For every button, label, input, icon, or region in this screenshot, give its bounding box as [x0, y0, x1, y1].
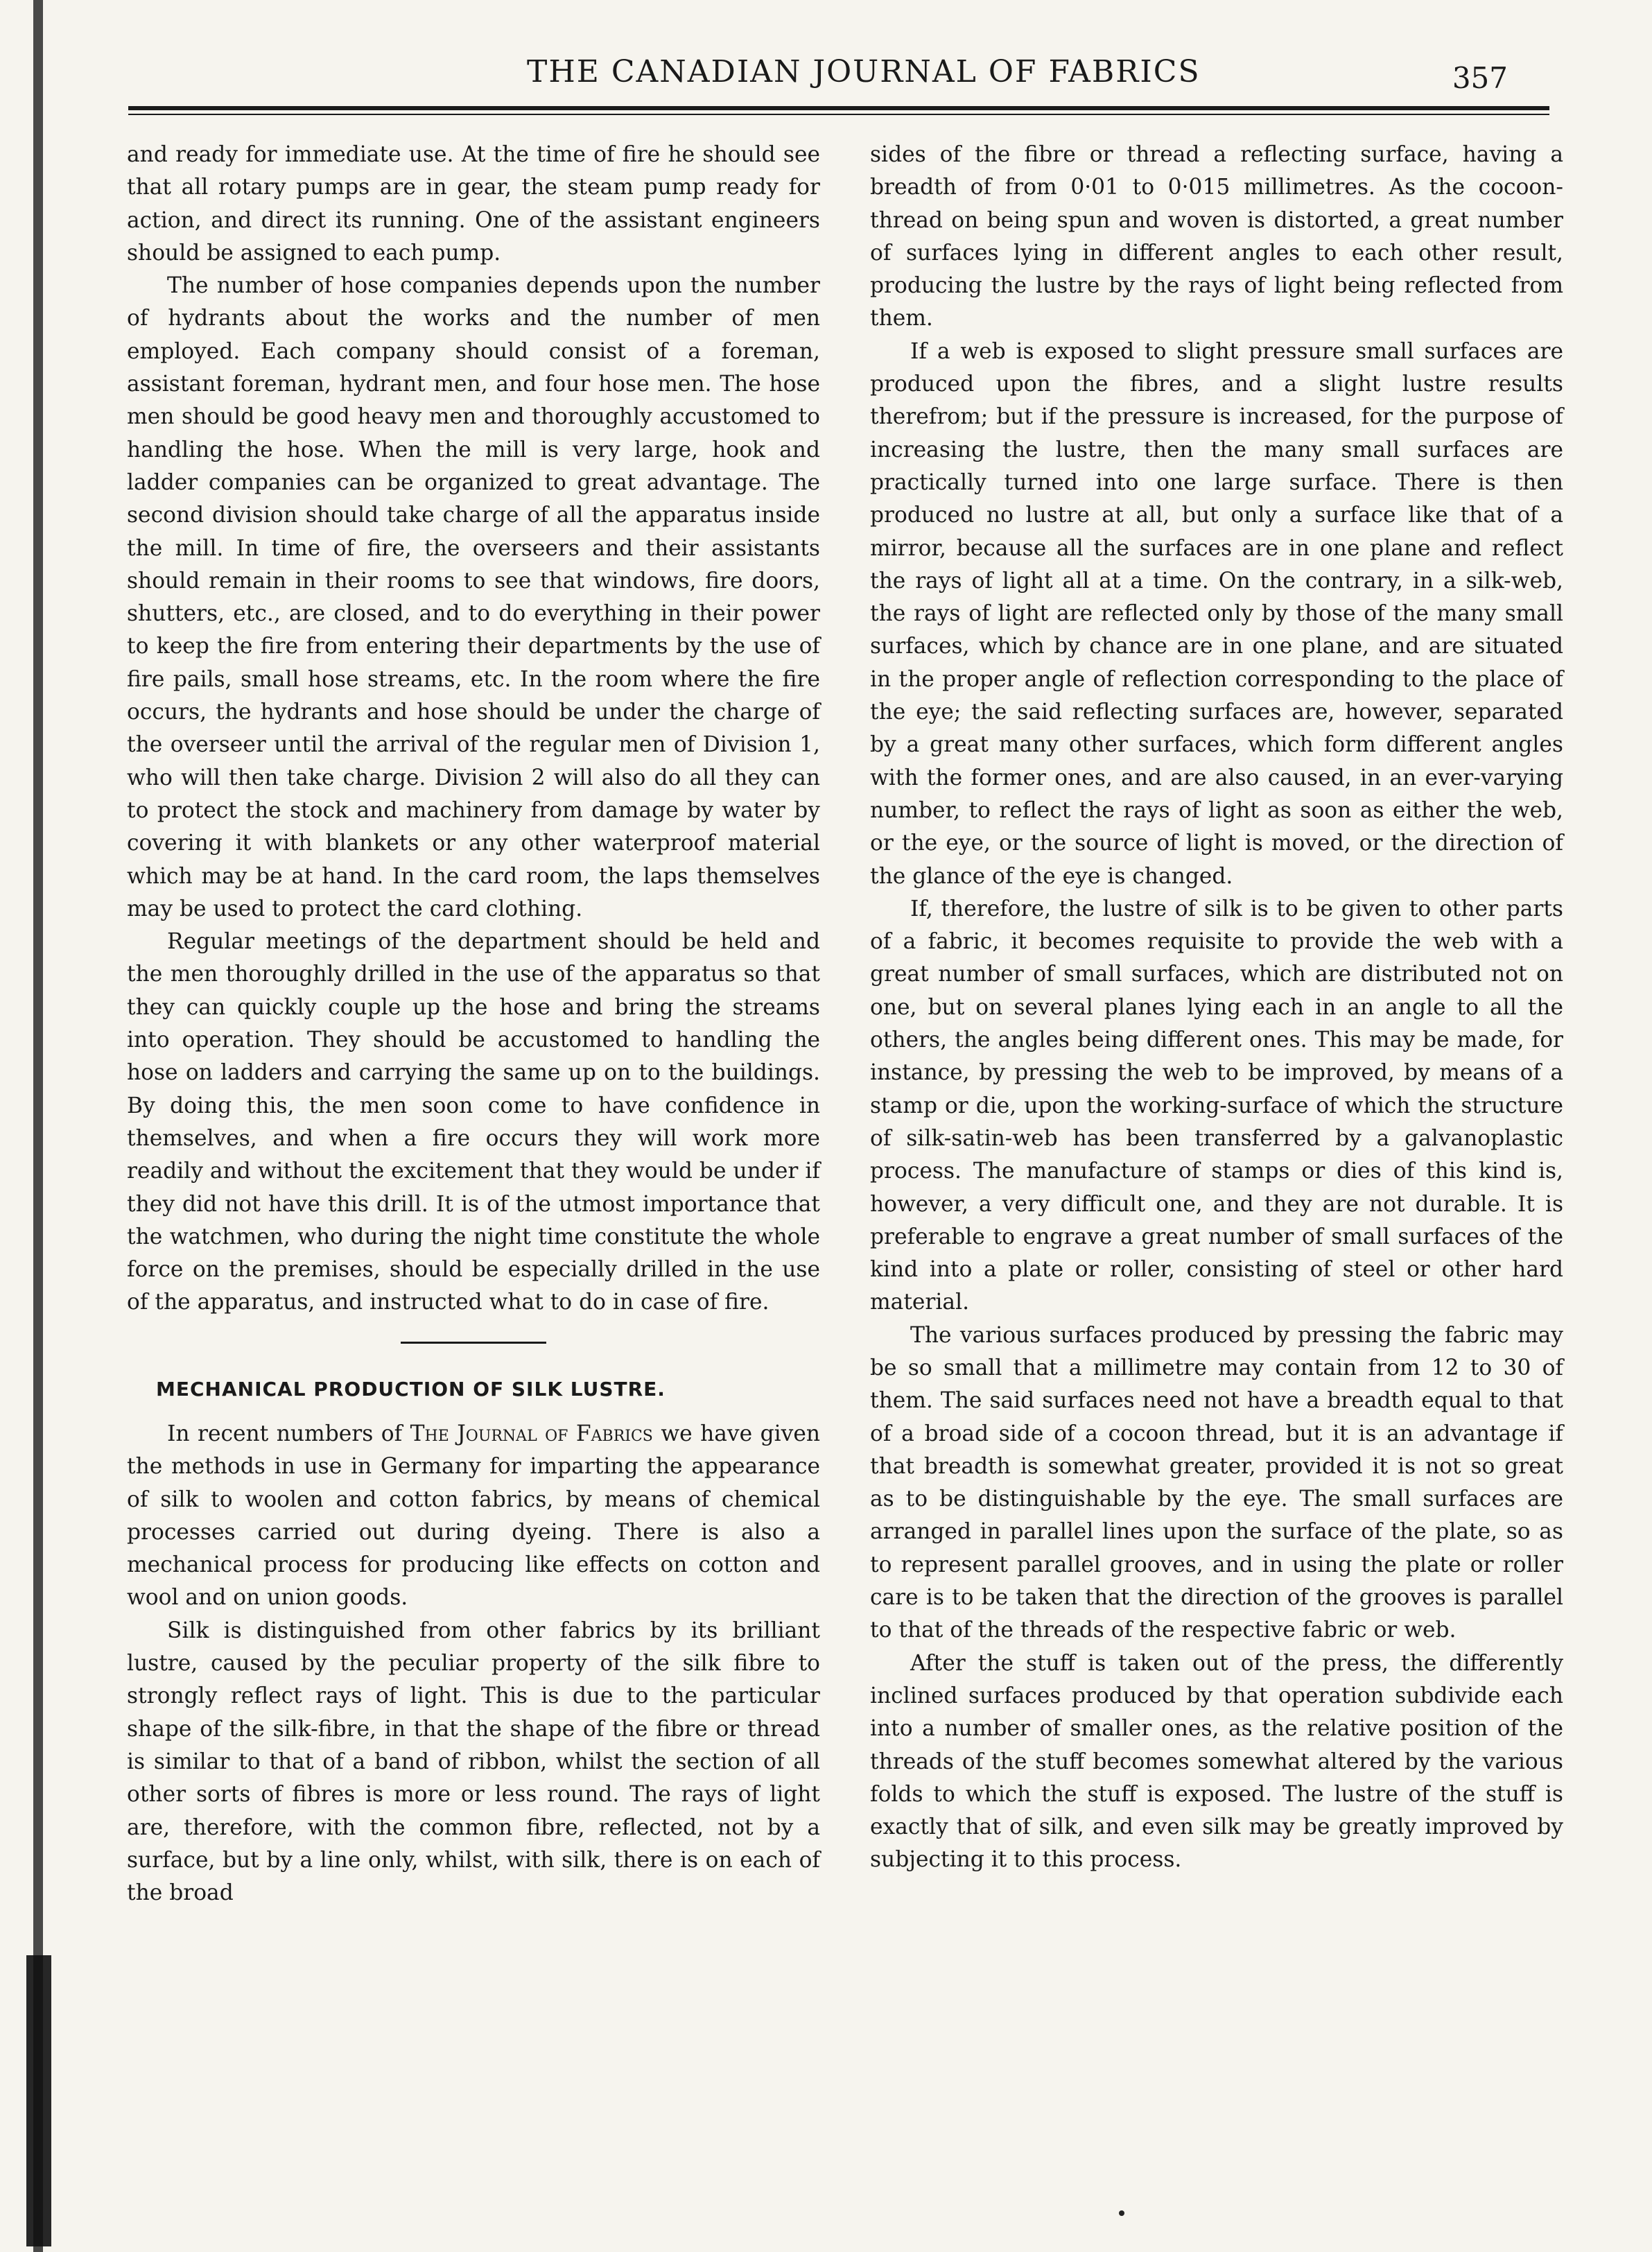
page-number: 357 — [1452, 61, 1508, 95]
right-column — [870, 139, 1563, 1877]
paragraph: Regular meetings of the department should be held and the men thoroughly drilled in the use of the apparatus so that they can quickly couple up the hose and bring the streams into operation. They should be accustomed to handling the hose on ladders and carrying the same up on to the buildings. By doing this, the men soon come to have confidence in themselves, and when a fire occurs they will work more readily and without the excitement that they would be under if they did not have this drill. It is of the utmost importance that the watchmen, who during the night time constitute the whole force on the premises, should be especially drilled in the use of the apparatus, and instructed what to do in case of fire. — [127, 929, 820, 1315]
section-divider — [401, 1342, 546, 1344]
binding-clip — [26, 1955, 51, 2246]
binding-edge — [33, 0, 43, 2252]
paragraph: If a web is exposed to slight pressure small surfaces are produced upon the fibres, and a slight lustre results therefrom; but if the pressure is increased, for the purpose of increasing the lustre, then the many small surfaces are practically turned into one large surface. There is then produced no lustre at all, but only a surface like that of a mirror, because all the surfaces are in one plane and reflect the rays of light all at a time. On the contrary, in a silk-web, the rays of light are reflected only by those of the many small surfaces, which by chance are in one plane, and are situated in the proper angle of reflection corresponding to the place of the eye; the said reflecting surfaces are, however, separated by a great many other surfaces, which form different angles with the former ones, and are also caused, in an ever-varying number, to reflect the rays of light as soon as either the web, or the eye, or the source of light is moved, or the direction of the glance of the eye is changed. — [870, 338, 1563, 889]
page-header — [121, 54, 1549, 103]
paragraph — [127, 1418, 820, 1615]
paragraph: Silk is distinguished from other fabrics by its brilliant lustre, caused by the peculiar property of the silk fibre to strongly reflect rays of light. This is due to the particular shape of the silk-fibre, in that the shape of the fibre or thread is similar to that of a band of ribbon, whilst the section of all other sorts of fibres is more or less round. The rays of light are, therefore, with the common fibre, reflected, not by a surface, but by a line only, whilst, with silk, there is on each of the broad — [127, 1618, 820, 1906]
running-title: THE CANADIAN JOURNAL OF FABRICS — [527, 54, 1201, 89]
header-rule-thin — [128, 114, 1549, 115]
journal-name: The Journal of Fabrics — [410, 1421, 653, 1446]
paragraph-text: In recent numbers of — [167, 1421, 410, 1446]
header-rule — [128, 106, 1549, 110]
paragraph: The various surfaces produced by pressing the fabric may be so small that a millimetre may contain from 12 to 30 of them. The said surfaces need not have a breadth equal to that of a broad side of a cocoon thread, but it is an advantage if that breadth is somewhat greater, provided it is not so great as to be distinguishable by the eye. The small surfaces are arranged in parallel lines upon the surface of the plate, so as to represent parallel grooves, and in using the plate or roller care is to be taken that the direction of the grooves is parallel to that of the threads of the respective fabric or web. — [870, 1322, 1563, 1643]
paragraph: After the stuff is taken out of the press, the differently inclined surfaces produced by that operation subdivide each into a number of smaller ones, as the relative position of the threads of the stuff becomes somewhat altered by the various folds to which the stuff is exposed. The lustre of the stuff is exactly that of silk, and even silk may be greatly improved by subjecting it to this process. — [870, 1650, 1563, 1873]
ink-speck — [1119, 2210, 1124, 2216]
paragraph: sides of the fibre or thread a reflecting surface, having a breadth of from 0·01 to 0·015 millimetres. As the cocoon-thread on being spun and woven is distorted, a great number of surfaces lying in different angles to each other result, producing the lustre by the rays of light being reflected from them. — [870, 142, 1563, 331]
paragraph-text: we have given the methods in use in Germany for imparting the appearance of silk to woolen and cotton fabrics, by means of chemical processes carried out during dyeing. There is also a mechanical process for producing like effects on cotton and wool and on union goods. — [127, 1421, 820, 1611]
paragraph: If, therefore, the lustre of silk is to be given to other parts of a fabric, it becomes requisite to provide the web with a great number of small surfaces, which are distributed not on one, but on several planes lying each in an angle to all the others, the angles being different ones. This may be made, for instance, by pressing the web to be improved, by means of a stamp or die, upon the working-surface of which the structure of silk-satin-web has been transferred by a galvanoplastic process. The manufacture of stamps or dies of this kind is, however, a very difficult one, and they are not durable. It is preferable to engrave a great number of small surfaces of the kind into a plate or roller, consisting of steel or other hard material. — [870, 896, 1563, 1315]
paragraph: and ready for immediate use. At the time of fire he should see that all rotary pumps are in gear, the steam pump ready for action, and direct its running. One of the assistant engineers should be assigned to each pump. — [127, 142, 820, 266]
paragraph: The number of hose companies depends upon the number of hydrants about the works and the number of men employed. Each company should consist of a foreman, assistant foreman, hydrant men, and four hose men. The hose men should be good heavy men and thoroughly accustomed to handling the hose. When the mill is very large, hook and ladder companies can be organized to great advantage. The second division should take charge of all the apparatus inside the mill. In time of fire, the overseers and their assistants should remain in their rooms to see that windows, fire doors, shutters, etc., are closed, and to do everything in their power to keep the fire from entering their departments by the use of fire pails, small hose streams, etc. In the room where the fire occurs, the hydrants and hose should be under the charge of the overseer until the arrival of the regular men of Division 1, who will then take charge. Division 2 will also do all they can to protect the stock and machinery from damage by water by covering it with blankets or any other waterproof material which may be at hand. In the card room, the laps themselves may be used to protect the card clothing. — [127, 273, 820, 921]
section-heading: MECHANICAL PRODUCTION OF SILK LUSTRE. — [156, 1377, 666, 1401]
left-column — [127, 139, 820, 1909]
